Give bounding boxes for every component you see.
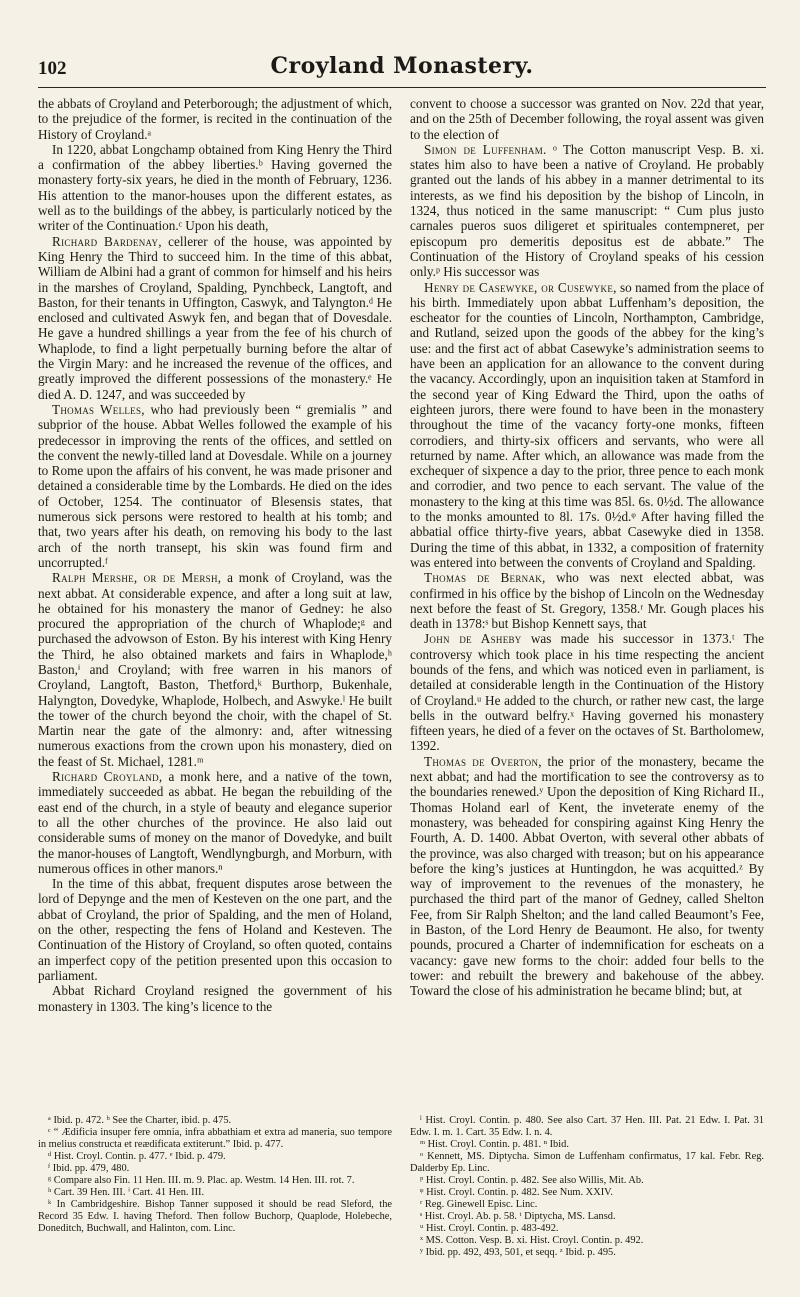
- paragraph-text: who had previously been “ gremialis ” and subprior of the house. Abbat Welles followed the example of his predecessor in improving the rents of the offices, and settled on the convent the newly-tilled land at Dovesdale. While on a journey to Rome upon the affairs of his convent, he was made prisoner and detained a considerable time by the Lombards. He died on the ides of October, 1254. The continuator of Blesensis states, that numerous sick persons were restored to health at his tomb; and that, two years after his death, on removing his body to the last arch of the north transept, his skin was found firm and uncorrupted.ᶠ: [38, 401, 393, 570]
- abbat-name: Simon de Luffenham.: [424, 141, 547, 157]
- paragraph-text: who was next elected abbat, was confirmed in his office by the bishop of Lincoln on the Wednesday next before the feast of St. Gregory, 1358.ʳ Mr. Gough places his death in 1378:ˢ but Bishop Kennett says, that: [410, 570, 764, 632]
- footnote: ᵍ Compare also Fin. 11 Hen. III. m. 9. Plac. ap. Westm. 14 Hen. III. rot. 7.: [48, 1175, 355, 1186]
- running-title: Croyland Monastery.: [270, 53, 534, 79]
- footnote: ʰ Cart. 39 Hen. III. ⁱ Cart. 41 Hen. III.: [48, 1187, 205, 1198]
- paragraph-text: Abbat Richard Croyland resigned the government of his monastery in 1303. The king’s licence to the: [38, 983, 392, 1014]
- right-text-column: [410, 96, 764, 999]
- paragraph: [38, 96, 392, 142]
- paragraph-text: In the time of this abbat, frequent disputes arose between the lord of Depynge and the men of Kesteven on the one part, and the abbat of Croyland, the prior of Spalding, and the men of Holand, on the other, respecting the fens of Holand and Kesteven. The Continuation of the History of Croyland, so often quoted, contains an imperfect copy of the petition presented upon this occasion to parliament.: [38, 876, 392, 983]
- paragraph: [410, 280, 764, 571]
- footnote: ᵖ Hist. Croyl. Contin. p. 482. See also Willis, Mit. Ab.: [420, 1175, 644, 1186]
- paragraph: [38, 769, 392, 876]
- paragraph-text: cellerer of the house, was appointed by King Henry the Third to succeed him. In the time of this abbat, William de Albini had a grant of common for himself and his heirs in the marshes of Croyland, Spalding, Pynchbeck, Langtoft, and Baston, for their tenants in Uffington, Caswyk, and Talyngton.ᵈ He enclosed and cultivated Aswyk fen, and began that of Dovesdale. He gave a hundred shillings a year from the fee of his church of Whaplode, to find a light perpetually burning before the altar of the Virgin Mary: and he increased the revenue of the offices, and greatly improved the different possessions of the monastery.ᵉ He died A. D. 1247, and was succeeded by: [38, 233, 392, 402]
- footnote: ᵈ Hist. Croyl. Contin. p. 477. ᵉ Ibid. p. 479.: [48, 1151, 226, 1162]
- paragraph-text: the abbats of Croyland and Peterborough; the adjustment of which, to the prejudice of the former, is recited in the continuation of the History of Croyland.ᵃ: [38, 96, 392, 142]
- abbat-name: Richard Croyland,: [52, 769, 163, 785]
- abbat-name: Richard Bardenay,: [52, 233, 162, 249]
- footnote: ᵒ Kennett, MS. Diptycha. Simon de Luffenham confirmatus, 17 kal. Febr. Reg. Dalderby Ep. Linc.: [410, 1151, 764, 1174]
- paragraph: [38, 402, 392, 570]
- paragraph-text: a monk here, and a native of the town, immediately succeeded as abbat. He began the rebuilding of the east end of the church, in a style of beauty and elegance superior to all the other churches of the province. He also laid out considerable sums of money on the manor of Dovedyke, and built the manor-houses of Langtoft, Wendlyngburgh, and Morburn, with numerous offices in other manors.ⁿ: [38, 769, 393, 876]
- paragraph: [38, 983, 392, 1014]
- abbat-name: Thomas de Overton,: [424, 753, 542, 769]
- paragraph: [410, 142, 764, 280]
- paragraph: [38, 876, 392, 983]
- footnote: ˢ Hist. Croyl. Ab. p. 58. ᵗ Diptycha, MS. Lansd.: [420, 1211, 616, 1222]
- footnote: ᵃ Ibid. p. 472. ᵇ See the Charter, ibid. p. 475.: [48, 1115, 232, 1126]
- abbat-name: Ralph Mershe, or de Mersh,: [52, 570, 222, 586]
- footnote: ᶠ Ibid. pp. 479, 480.: [48, 1163, 130, 1174]
- paragraph: [38, 570, 392, 769]
- footnote: ᶜ “ Ædificia insuper fere omnia, infra abbathiam et extra ad maneria, suo tempore in melius constructa et reædificata extiterunt.” Ibid. p. 477.: [38, 1127, 392, 1150]
- paragraph-text: the prior of the monastery, became the next abbat; and had the mortification to see the controversy as to the boundaries renewed.ʸ Upon the deposition of King Richard II., Thomas Holand earl of Kent, the inveterate enemy of the monastery, was beheaded for conspiring against King Henry the Fourth, A. D. 1400. Abbat Overton, with several other abbats of the province, was also charged with treason; but on his appearance before the king’s justices at Huntingdon, he was acquitted.ᶻ By way of improvement to the revenues of the monastery, he purchased the third part of the manor of Gedney, called Shelton Fee, from Sir Ralph Shelton; and the land called Beaumont’s Fee, in Baston, of the Lord Henry de Beaumont. He also, for twenty pounds, procured a Charter of indemnification for escheats on a vacancy: gave new forms to the choir: added four bells to the tower: and rebuilt the brewery and bakehouse of the abbey. Toward the close of his administration he became blind; but, at: [410, 753, 765, 999]
- paragraph: [38, 142, 392, 234]
- page-number: 102: [38, 58, 67, 79]
- paragraph-text: a monk of Croyland, was the next abbat. At considerable expence, and after a long suit at law, he obtained for his monastery the manor of Gedney: he also procured the appropriation of the church of Whaplode;ᵍ and purchased the advowson of Eston. By his interest with King Henry the Third, he also obtained markets and fairs in Whaplode,ʰ Baston,ⁱ and Croyland; with free warren in his manors of Croyland, Langtoft, Baston, Thetford,ᵏ Burthorp, Bukenhale, Halyngton, Dovedyke, Whaplode, Holbech, and Aswyke.ˡ He built the tower of the church beyond the choir, with the chapel of St. Martin near the gate of the almonry: and, after witnessing numerous exactions from the crown upon his monastery, died on the feast of St. Michael, 1281.ᵐ: [38, 570, 392, 769]
- footnote: ˡ Hist. Croyl. Contin. p. 480. See also Cart. 37 Hen. III. Pat. 21 Edw. I. Pat. 31 Edw. I. m. 1. Cart. 35 Edw. I. n. 4.: [410, 1115, 764, 1138]
- paragraph: [410, 570, 764, 631]
- abbat-name: Thomas de Bernak,: [424, 570, 546, 586]
- footnote: ˣ MS. Cotton. Vesp. B. xi. Hist. Croyl. Contin. p. 492.: [420, 1235, 644, 1246]
- running-head: [38, 52, 766, 86]
- paragraph-text: so named from the place of his birth. Immediately upon abbat Luffenham’s deposition, the escheator for the counties of Lincoln, Northampton, Cambridge, and Rutland, seized upon the goods of the abbey for the king’s use: and the first act of abbat Casewyke’s administration seems to have been an application for an allowance to the convent during the vacancy. Accordingly, upon an inquisition taken at Stamford in the second year of King Edward the Third, upon the oaths of eighteen jurors, there were found to have been in the monastery throughout the time of the vacancy forty-one monks, fifteen corrodiers, and thirty-six officers and servants, who were all returned by name. After which, an allowance was made from the exchequer of sixpence a day to the prior, three pence to each monk and corrodier, and two pence to each servant. The value of the monastery to the king at this time was 85l. 6s. 0½d. The allowance to the monks amounted to 8l. 17s. 0½d.ᵠ After having filled the abbatial office thirty-five years, abbat Casewyke died in 1358. During the time of this abbat, in 1332, a composition of fraternity was entered into between the convents of Croyland and Spalding.: [410, 279, 765, 570]
- paragraph: [410, 631, 764, 753]
- footnote: ʸ Ibid. pp. 492, 493, 501, et seqq. ᶻ Ibid. p. 495.: [420, 1247, 616, 1258]
- footnote: ʳ Reg. Ginewell Episc. Linc.: [420, 1199, 538, 1210]
- paragraph: [410, 754, 764, 999]
- abbat-name: Thomas Welles,: [52, 401, 145, 417]
- paragraph-text: In 1220, abbat Longchamp obtained from King Henry the Third a confirmation of the abbey liberties.ᵇ Having governed the monastery forty-six years, he died in the month of February, 1236. His attention to the manor-houses upon the different estates, as well as to the buildings of the abbey, is particularly noticed by the writer of the Continuation.ᶜ Upon his death,: [38, 141, 392, 234]
- paragraph: [38, 234, 392, 402]
- left-footnotes: [38, 1115, 392, 1235]
- left-text-column: [38, 96, 392, 1014]
- right-footnotes: [410, 1115, 764, 1259]
- footnote: ᵠ Hist. Croyl. Contin. p. 482. See Num. XXIV.: [420, 1187, 613, 1198]
- abbat-name: John de Asheby: [424, 631, 522, 647]
- paragraph-text: ᵒ The Cotton manuscript Vesp. B. xi. states him also to have been a native of Croyland. He probably granted out the lands of his abbey in a manner detrimental to its interests, as we find his deposition by the bishop of Lincoln, in 1324, thus noticed in the same manuscript: “ Cum plus justo carnales pueros suos diligeret et spirituales contempneret, per episcopum pro demeritis depositus est de abbate.” The Continuation of the History of Croyland speaks of his cession only.ᵖ His successor was: [410, 141, 764, 280]
- footnote: ᵘ Hist. Croyl. Contin. p. 483-492.: [420, 1223, 559, 1234]
- footnote: ᵐ Hist. Croyl. Contin. p. 481. ⁿ Ibid.: [420, 1139, 569, 1150]
- paragraph-text: was made his successor in 1373.ᵗ The controversy which took place in his time respecting the ancient bounds of the fens, and which was noticed even in parliament, is detailed at considerable length in the Continuation of the History of Croyland.ᵘ He added to the church, or rather new cast, the large bells in the outward belfry.ˣ Having governed his monastery fifteen years, he died of a fever on the octaves of St. Bartholomew, 1392.: [410, 631, 764, 754]
- paragraph: [410, 96, 764, 142]
- abbat-name: Henry de Casewyke, or Cusewyke,: [424, 279, 617, 295]
- paragraph-text: convent to choose a successor was granted on Nov. 22d that year, and on the 25th of December following, the royal assent was given to the election of: [410, 96, 764, 142]
- header-rule: [38, 87, 766, 88]
- footnote: ᵏ In Cambridgeshire. Bishop Tanner supposed it should be read Sleford, the Record 35 Edw. I. having Theford. Then follow Buchorp, Quaplode, Holebeche, Doneditch, Buchwall, and Halinton, com. Linc.: [38, 1199, 392, 1234]
